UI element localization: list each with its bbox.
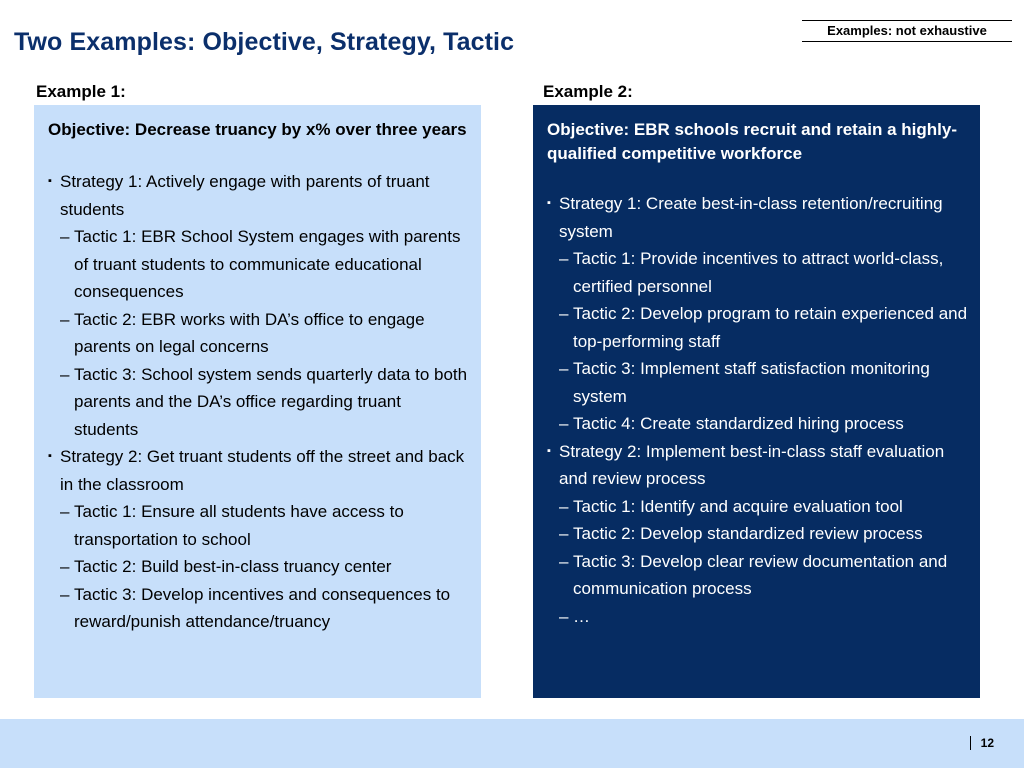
tactic-item bbox=[559, 300, 968, 355]
example-2-panel bbox=[533, 105, 980, 698]
tactic-label: Tactic 1: EBR School System engages with parents of truant students to communicate educational consequences bbox=[74, 227, 461, 301]
tactic-item bbox=[60, 361, 469, 444]
tactic-label: Tactic 2: Build best-in-class truancy center bbox=[74, 557, 392, 576]
square-bullet-icon: ▪ bbox=[547, 197, 551, 209]
dash-icon: – bbox=[60, 557, 70, 576]
strategy-item bbox=[48, 443, 469, 636]
page-number: 12 bbox=[970, 736, 994, 750]
example-1-label: Example 1: bbox=[36, 82, 126, 101]
dash-icon: – bbox=[559, 496, 569, 516]
tactic-label: Tactic 3: Implement staff satisfaction monitoring system bbox=[573, 359, 930, 406]
tactic-item bbox=[60, 223, 469, 306]
strategy-list bbox=[48, 168, 469, 636]
tactic-label: Tactic 3: School system sends quarterly data to both parents and the DA’s office regarding truant students bbox=[74, 364, 468, 439]
tactic-item bbox=[559, 355, 968, 410]
tactic-item bbox=[60, 498, 469, 553]
tactic-label: Tactic 3: Develop clear review documentation and communication process bbox=[573, 551, 948, 598]
tactic-item bbox=[559, 493, 968, 521]
disclaimer-note: Examples: not exhaustive bbox=[802, 20, 1012, 42]
example-1-panel bbox=[34, 105, 481, 698]
tactic-label: Tactic 1: Ensure all students have access to transportation to school bbox=[74, 502, 404, 549]
strategy-label: Strategy 2: Get truant students off the street and back in the classroom bbox=[60, 447, 465, 494]
objective-text: Objective: Decrease truancy by x% over three years bbox=[48, 120, 467, 139]
square-bullet-icon: ▪ bbox=[48, 450, 52, 462]
footer-bar bbox=[0, 719, 1024, 768]
tactic-item bbox=[60, 553, 469, 581]
tactic-item bbox=[60, 581, 469, 636]
tactic-item bbox=[559, 410, 968, 438]
tactic-item bbox=[60, 306, 469, 361]
dash-icon: – bbox=[60, 502, 70, 521]
strategy-label: Strategy 1: Actively engage with parents of truant students bbox=[60, 172, 430, 219]
tactic-label: … bbox=[573, 606, 590, 626]
dash-icon: – bbox=[60, 584, 70, 604]
example-2-label: Example 2: bbox=[543, 82, 633, 101]
square-bullet-icon: ▪ bbox=[547, 444, 551, 457]
dash-icon: – bbox=[559, 606, 569, 626]
tactic-label: Tactic 2: Develop program to retain experienced and top-performing staff bbox=[573, 304, 968, 351]
tactic-item bbox=[559, 603, 968, 631]
tactic-label: Tactic 2: EBR works with DA’s office to engage parents on legal concerns bbox=[74, 309, 425, 356]
objective-text: Objective: EBR schools recruit and retain a highly-qualified competitive workforce bbox=[547, 120, 957, 163]
square-bullet-icon: ▪ bbox=[48, 175, 52, 187]
strategy-item bbox=[48, 168, 469, 443]
dash-icon: – bbox=[559, 304, 569, 323]
tactic-label: Tactic 4: Create standardized hiring process bbox=[573, 414, 904, 433]
dash-icon: – bbox=[559, 359, 569, 378]
tactic-label: Tactic 1: Identify and acquire evaluation tool bbox=[573, 496, 903, 516]
tactic-item bbox=[559, 548, 968, 603]
dash-icon: – bbox=[559, 524, 569, 543]
tactic-item bbox=[559, 520, 968, 548]
dash-icon: – bbox=[559, 551, 569, 571]
dash-icon: – bbox=[60, 364, 70, 384]
dash-icon: – bbox=[60, 309, 70, 329]
tactic-item bbox=[559, 245, 968, 300]
tactic-list bbox=[60, 223, 469, 443]
tactic-label: Tactic 1: Provide incentives to attract world-class, certified personnel bbox=[573, 249, 944, 296]
page-title: Two Examples: Objective, Strategy, Tactic bbox=[14, 28, 515, 56]
strategy-item bbox=[547, 438, 968, 631]
tactic-label: Tactic 2: Develop standardized review process bbox=[573, 524, 923, 543]
tactic-list bbox=[559, 245, 968, 438]
strategy-item bbox=[547, 190, 968, 438]
strategy-label: Strategy 2: Implement best-in-class staff evaluation and review process bbox=[559, 441, 945, 488]
tactic-list bbox=[60, 498, 469, 636]
dash-icon: – bbox=[60, 227, 70, 246]
dash-icon: – bbox=[559, 414, 569, 433]
strategy-label: Strategy 1: Create best-in-class retention/recruiting system bbox=[559, 194, 943, 241]
tactic-list bbox=[559, 493, 968, 631]
dash-icon: – bbox=[559, 249, 569, 268]
tactic-label: Tactic 3: Develop incentives and consequences to reward/punish attendance/truancy bbox=[74, 584, 451, 631]
strategy-list bbox=[547, 190, 968, 630]
